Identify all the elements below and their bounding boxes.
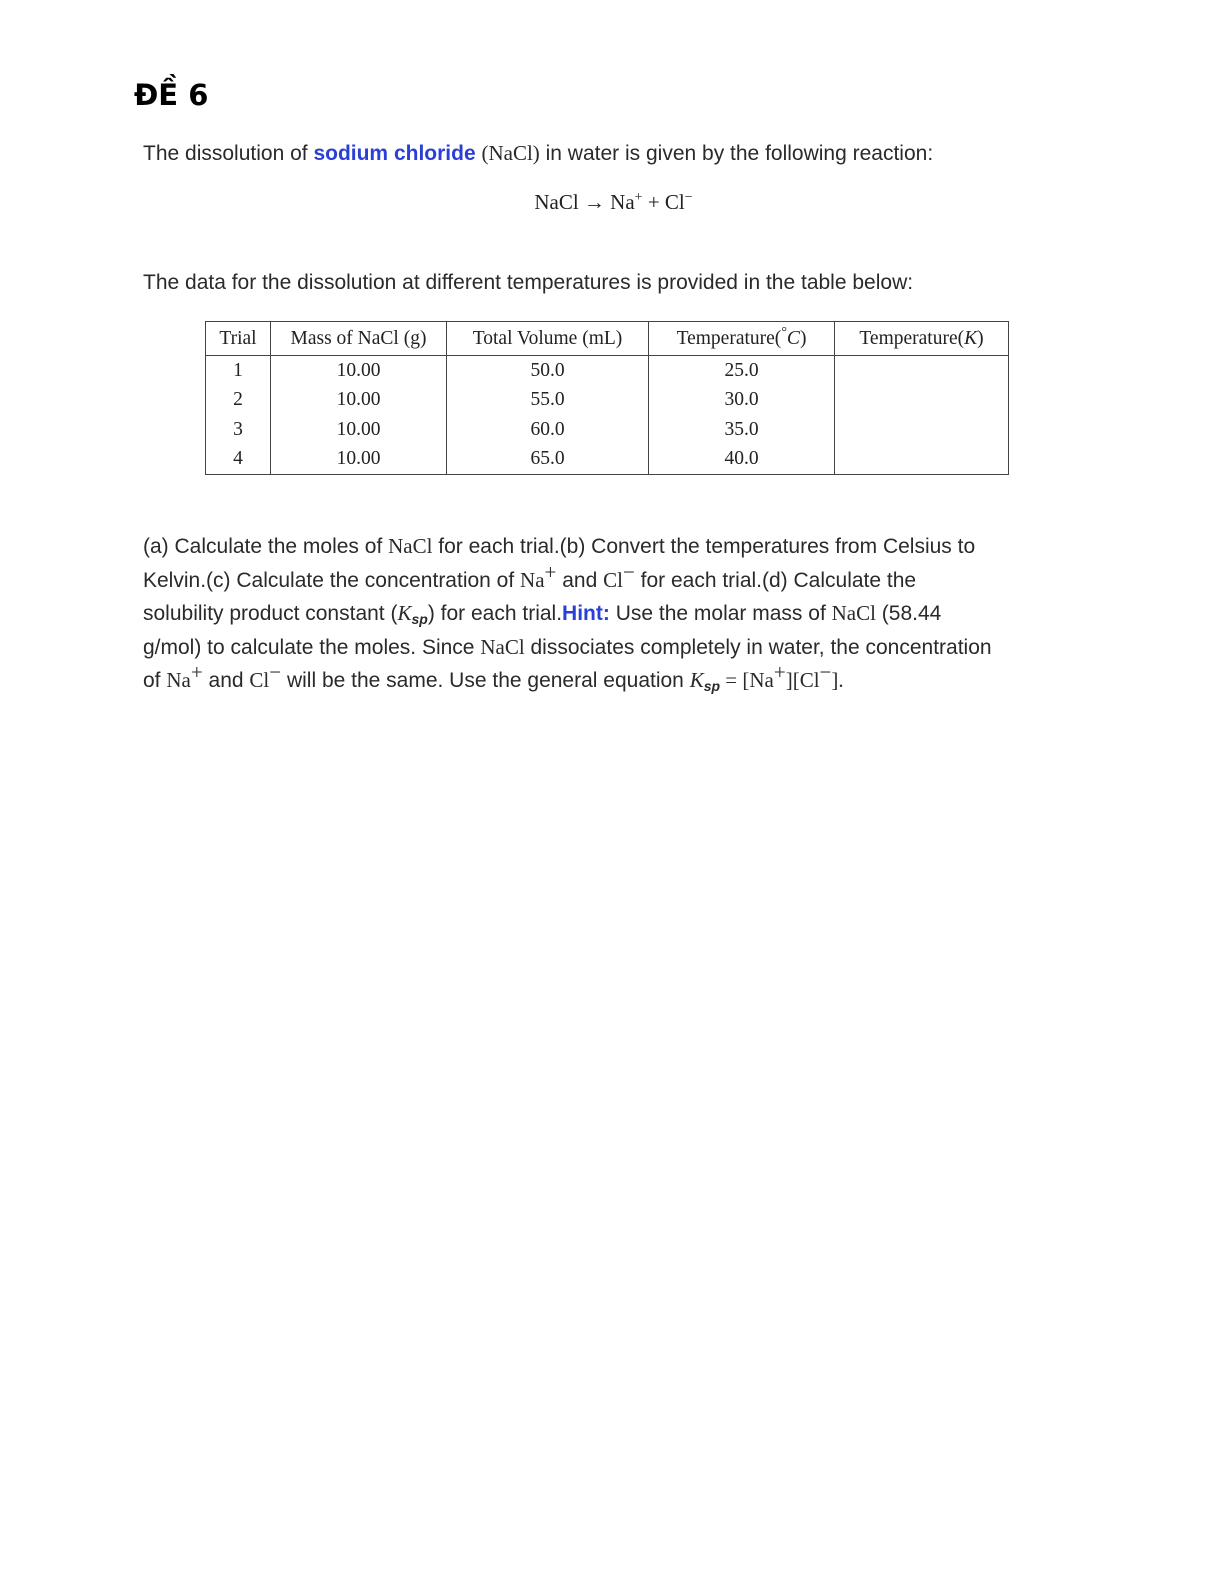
hint-label: Hint: bbox=[562, 602, 610, 625]
header-temp-kelvin-suffix: ) bbox=[977, 327, 984, 349]
cell-mass: 10.00 bbox=[271, 356, 447, 386]
cell-mass: 10.00 bbox=[271, 445, 447, 475]
table-header-row bbox=[206, 322, 1009, 356]
cell-temp-celsius: 35.0 bbox=[649, 415, 835, 445]
q-formula-nacl: NaCl bbox=[388, 534, 433, 558]
questions-paragraph bbox=[143, 530, 1083, 698]
intro-text-before: The dissolution of bbox=[143, 142, 314, 165]
question-line-2 bbox=[143, 559, 1083, 598]
q-text: and bbox=[202, 669, 250, 692]
q-ksp-equation: = [Na bbox=[720, 668, 774, 692]
q-formula-cl: Cl bbox=[249, 668, 270, 692]
q-text: solubility product constant ( bbox=[143, 602, 398, 625]
q-text: (a) Calculate the moles of bbox=[143, 535, 389, 558]
cell-mass: 10.00 bbox=[271, 415, 447, 445]
cell-temp-celsius: 40.0 bbox=[649, 445, 835, 475]
cell-temp-kelvin[interactable] bbox=[835, 415, 1009, 445]
cell-temp-kelvin[interactable] bbox=[835, 445, 1009, 475]
cell-trial: 4 bbox=[206, 445, 271, 475]
q-ksp-equation-mid: ][Cl bbox=[785, 668, 820, 692]
degree-symbol: ° bbox=[781, 324, 787, 340]
q-formula-nacl: NaCl bbox=[831, 601, 876, 625]
q-cl-charge: − bbox=[269, 660, 282, 684]
header-temp-celsius bbox=[649, 322, 835, 356]
header-volume: Total Volume (mL) bbox=[447, 322, 649, 356]
cell-mass: 10.00 bbox=[271, 386, 447, 416]
q-cl-charge: − bbox=[622, 559, 635, 584]
q-text: ) for each trial. bbox=[427, 602, 563, 625]
table-row bbox=[206, 356, 1009, 386]
q-ksp-sub: sp bbox=[703, 678, 721, 694]
question-line-4 bbox=[143, 631, 1083, 665]
cell-temp-kelvin[interactable] bbox=[835, 386, 1009, 416]
q-text: for each trial.(b) Convert the temperatures from Celsius to bbox=[432, 535, 976, 558]
celsius-unit: C bbox=[786, 327, 800, 349]
q-text: (58.44 bbox=[875, 602, 942, 625]
cell-trial: 3 bbox=[206, 415, 271, 445]
reaction-arrow: → bbox=[583, 190, 605, 214]
q-text: Use the molar mass of bbox=[609, 602, 832, 625]
table-row bbox=[206, 386, 1009, 416]
table-intro: The data for the dissolution at different temperatures is provided in the table below: bbox=[143, 271, 914, 294]
table-row bbox=[206, 415, 1009, 445]
q-text: g/mol) to calculate the moles. Since bbox=[143, 635, 481, 659]
intro-paragraph bbox=[143, 141, 933, 166]
q-eq-na-charge: + bbox=[773, 660, 786, 684]
q-formula-na: Na bbox=[166, 668, 191, 692]
header-temp-celsius-suffix: ) bbox=[799, 327, 807, 349]
cell-temp-kelvin[interactable] bbox=[835, 356, 1009, 386]
question-line-3 bbox=[143, 597, 1083, 631]
q-text: will be the same. Use the general equation bbox=[281, 669, 690, 692]
q-na-charge: + bbox=[544, 559, 557, 584]
q-text: Kelvin.(c) Calculate the concentration of bbox=[143, 568, 521, 592]
q-ksp-sub: sp bbox=[411, 611, 428, 627]
q-formula-nacl: NaCl bbox=[480, 634, 525, 659]
cell-volume: 65.0 bbox=[447, 445, 649, 475]
table-row bbox=[206, 445, 1009, 475]
cell-volume: 55.0 bbox=[447, 386, 649, 416]
q-text: and bbox=[556, 568, 604, 592]
q-text: of bbox=[143, 669, 167, 692]
q-text: for each trial.(d) Calculate the bbox=[634, 568, 917, 592]
cell-volume: 50.0 bbox=[447, 356, 649, 386]
q-formula-cl: Cl bbox=[603, 567, 623, 592]
reaction-equation bbox=[0, 190, 1225, 215]
intro-formula: (NaCl) bbox=[481, 141, 540, 165]
cell-trial: 1 bbox=[206, 356, 271, 386]
page-title: ĐỀ 6 bbox=[134, 78, 209, 112]
intro-text-after: in water is given by the following reaction: bbox=[539, 142, 934, 165]
data-table bbox=[205, 321, 1009, 475]
q-na-charge: + bbox=[190, 660, 203, 684]
q-ksp-equation-end: ]. bbox=[831, 668, 844, 692]
cell-trial: 2 bbox=[206, 386, 271, 416]
reactant: NaCl bbox=[534, 190, 579, 214]
kelvin-unit: K bbox=[964, 327, 978, 349]
header-mass: Mass of NaCl (g) bbox=[271, 322, 447, 356]
question-line-5 bbox=[143, 660, 1083, 698]
header-trial: Trial bbox=[206, 322, 271, 356]
question-line-1 bbox=[143, 530, 1083, 564]
plus-sign: + bbox=[647, 190, 660, 214]
header-temp-kelvin bbox=[835, 322, 1009, 356]
product-sodium: Na bbox=[610, 190, 635, 214]
q-ksp-k: K bbox=[397, 601, 412, 625]
chloride-charge: − bbox=[684, 190, 693, 205]
q-eq-cl-charge: − bbox=[819, 660, 832, 684]
cell-temp-celsius: 30.0 bbox=[649, 386, 835, 416]
q-formula-na: Na bbox=[520, 567, 545, 592]
sodium-chloride-link[interactable]: sodium chloride bbox=[313, 142, 476, 165]
q-text: dissociates completely in water, the concentration bbox=[524, 635, 992, 659]
product-chloride: Cl bbox=[664, 190, 685, 214]
cell-temp-celsius: 25.0 bbox=[649, 356, 835, 386]
cell-volume: 60.0 bbox=[447, 415, 649, 445]
q-ksp-k: K bbox=[689, 668, 704, 692]
header-temp-kelvin-prefix: Temperature( bbox=[859, 327, 965, 349]
header-temp-celsius-prefix: Temperature( bbox=[676, 327, 782, 349]
sodium-charge: + bbox=[634, 190, 643, 205]
